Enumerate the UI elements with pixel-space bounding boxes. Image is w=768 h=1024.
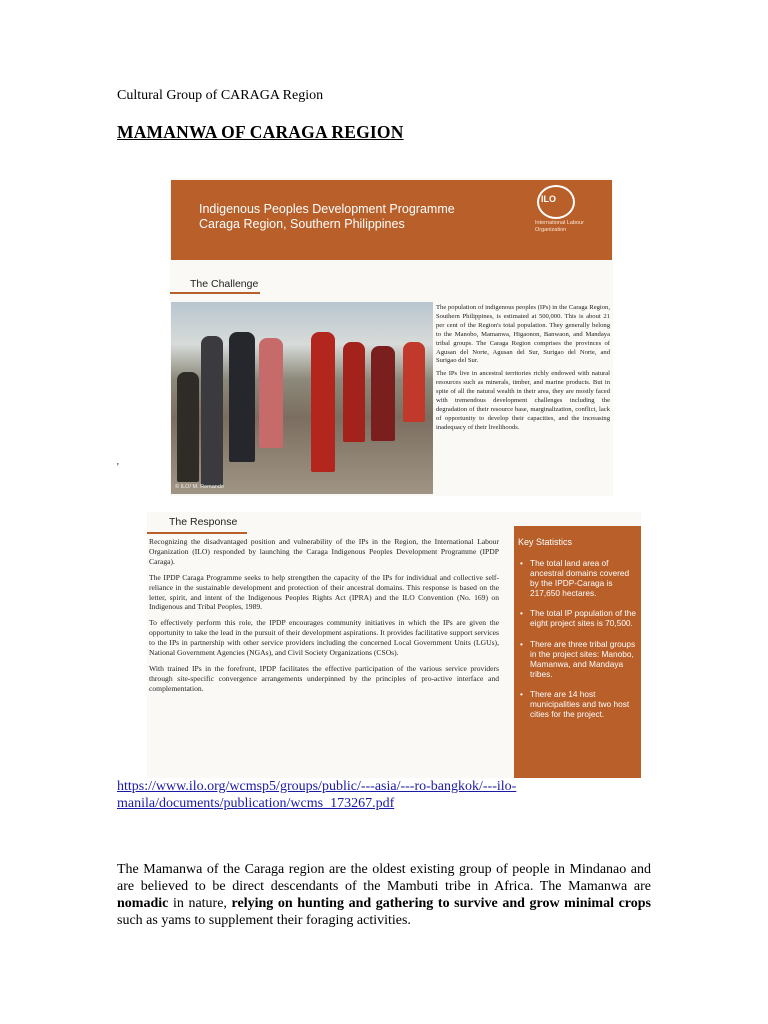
document-subtitle: Cultural Group of CARAGA Region xyxy=(117,88,324,103)
event-photo xyxy=(171,302,433,494)
challenge-text xyxy=(436,304,610,437)
key-statistic-item: • The total IP population of the eight project sites is 70,500. xyxy=(520,608,638,628)
paragraph-text: The Mamanwa of the Caraga region are the oldest existing group of people in Mindanao and are believed to be direct descendants of the Mambuti tribe in Africa. The Mamanwa are xyxy=(117,862,651,894)
photo-person xyxy=(259,338,283,448)
key-statistics-box xyxy=(514,526,641,778)
paragraph-bold-text: nomadic xyxy=(117,896,169,911)
ilo-banner xyxy=(171,180,612,260)
response-text xyxy=(149,537,499,700)
challenge-paragraph: The IPs live in ancestral territories richly endowed with natural resources such as minerals, timber, and marine products. But in spite of all the natural wealth in their area, they are mostly faced with tremendous development challenges including the degradation of their resource base, marginalization, conflict, lack of opportunity to develop their capacities, and the increasing inadequacy of their livelihoods. xyxy=(436,370,610,431)
response-paragraph: The IPDP Caraga Programme seeks to help strengthen the capacity of the IPs for individual and collective self-reliance in the sustainable development and protection of their ancestral domains. This response is based on the letter, spirit, and intent of the Indigenous Peoples Rights Act (IPRA) and the ILO Convention (No. 169) on Indigenous and Tribal Peoples, 1989. xyxy=(149,572,499,612)
paragraph-text: in nature, xyxy=(168,896,232,911)
response-paragraph: To effectively perform this role, the IPDP encourages community initiatives in which the IPs are given the opportunity to take the lead in the pursuit of their development aspirations. It provides facilitative support services to the IPs in partnership with other service providers including the concerned Local Government Units (LGUs), National Government Agencies (NGAs), and Civil Society Organizations (CSOs). xyxy=(149,618,499,658)
brochure-image-top xyxy=(170,178,613,496)
photo-person xyxy=(403,342,425,422)
key-statistic-item: • The total land area of ancestral domains covered by the IPDP-Caraga is 217,650 hectares. xyxy=(520,558,638,598)
challenge-heading: The Challenge xyxy=(190,278,259,290)
photo-credit: © ILO/ M. Remando xyxy=(175,484,224,490)
photo-person xyxy=(371,346,395,441)
key-statistic-item: • There are three tribal groups in the project sites: Manobo, Mamanwa, and Mandaya tribes. xyxy=(520,639,638,679)
document-title: MAMANWA OF CARAGA REGION xyxy=(117,122,404,142)
photo-person xyxy=(201,336,223,486)
key-statistics-title: Key Statistics xyxy=(518,537,573,547)
key-statistic-item: • There are 14 host municipalities and two host cities for the project. xyxy=(520,689,638,719)
photo-person xyxy=(177,372,199,482)
stray-mark: ' xyxy=(117,462,119,473)
photo-person xyxy=(229,332,255,462)
paragraph-bold-text: relying on hunting and gathering to survive and grow minimal crops xyxy=(231,896,651,911)
source-link[interactable] xyxy=(117,778,587,812)
photo-person xyxy=(343,342,365,442)
source-link-line2[interactable]: manila/documents/publication/wcms_173267.pdf xyxy=(117,796,395,811)
ilo-org-name: International Labour Organization xyxy=(535,220,584,233)
source-link-line1[interactable]: https://www.ilo.org/wcmsp5/groups/public/---asia/---ro-bangkok/---ilo- xyxy=(117,779,517,794)
brochure-image-bottom xyxy=(147,512,641,778)
mamanwa-description xyxy=(117,861,651,929)
banner-title-line1: Indigenous Peoples Development Programme xyxy=(199,202,455,216)
paragraph-text: such as yams to supplement their foraging activities. xyxy=(117,913,411,928)
response-paragraph: Recognizing the disadvantaged position and vulnerability of the IPs in the Region, the International Labour Organization (ILO) responded by launching the Caraga Indigenous Peoples Development Programme (IPDP Caraga). xyxy=(149,537,499,566)
ilo-logo-text: ILO xyxy=(541,194,556,204)
key-statistics-list xyxy=(520,558,638,729)
photo-person xyxy=(311,332,335,472)
banner-title-line2: Caraga Region, Southern Philippines xyxy=(199,217,405,231)
response-paragraph: With trained IPs in the forefront, IPDP facilitates the effective participation of the various service providers through site-specific convergence arrangements underpinned by the principles of pro-active interface and complementation. xyxy=(149,663,499,693)
challenge-paragraph: The population of indigenous peoples (IPs) in the Caraga Region, Southern Philippines, is estimated at 500,000. This is about 21 per cent of the Region's total population. They generally belong to the Manobo, Mamanwa, Higaonon, Banwaon, and Mandaya tribal groups. The Caraga Region comprises the provinces of Agusan del Norte, Agusan del Sur, Surigao del Norte, and Surigao del Sur. xyxy=(436,304,610,365)
response-heading: The Response xyxy=(169,516,238,528)
